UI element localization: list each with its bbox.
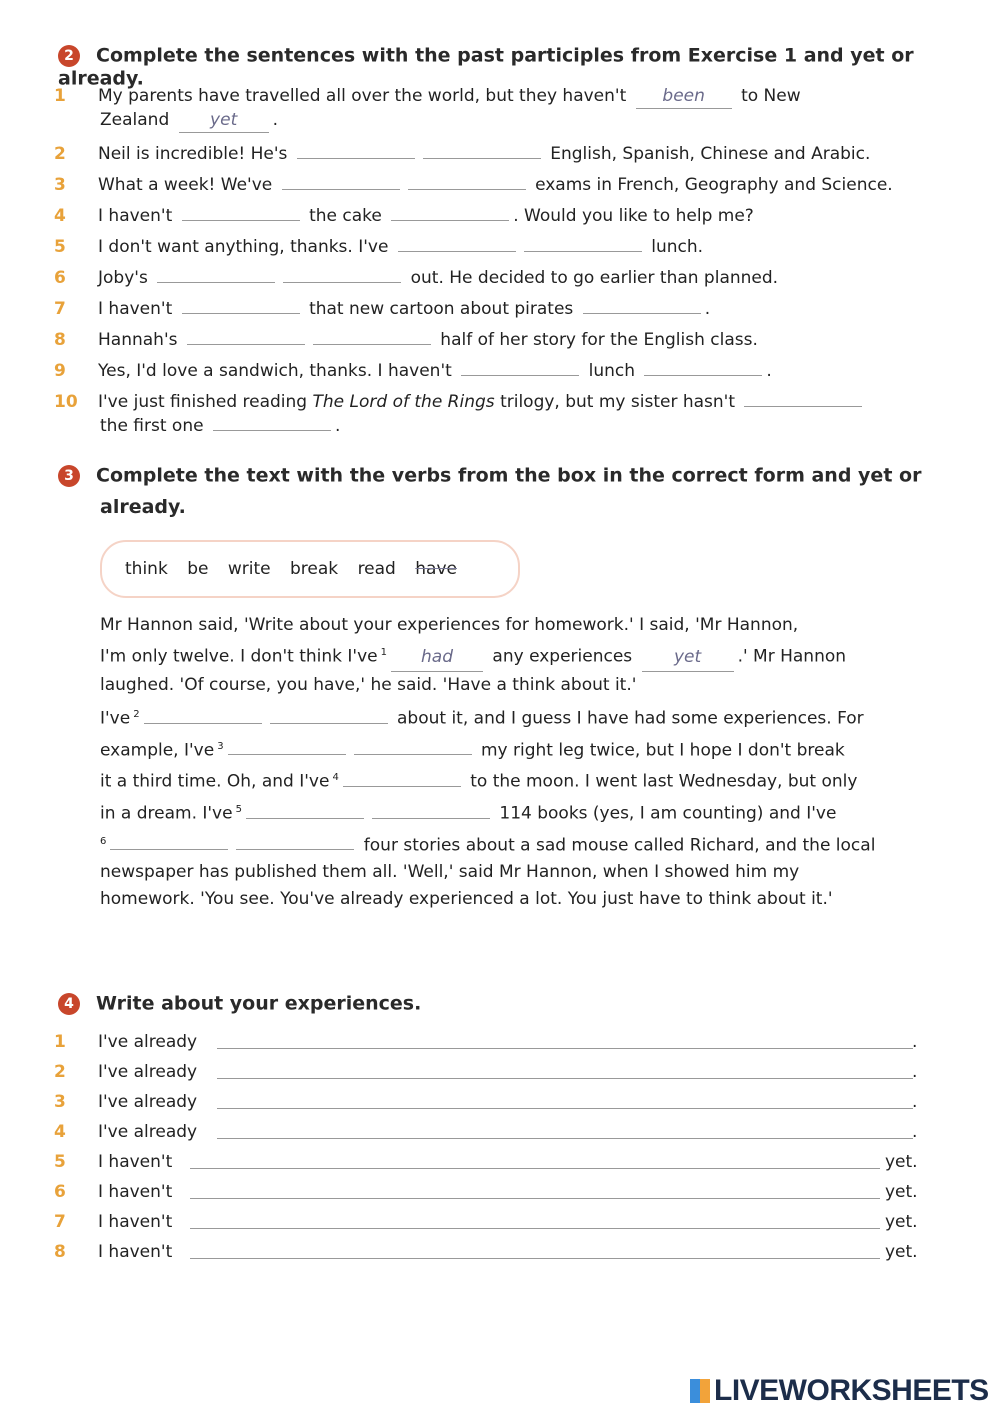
item-number: 4	[54, 1122, 66, 1142]
sentence-text: Hannah's	[98, 330, 178, 350]
item-number: 5	[54, 237, 66, 257]
word-be: be	[187, 559, 209, 579]
sentence-text: I haven't	[98, 299, 173, 319]
logo-text: LIVEWORKSHEETS	[714, 1374, 989, 1407]
sentence-start: I haven't	[98, 1242, 173, 1262]
writing-line[interactable]	[217, 1138, 913, 1139]
sentence-text: about it, and I guess I have had some experiences. For	[397, 708, 864, 729]
ex4-item-1	[54, 1030, 197, 1054]
answer-blank[interactable]	[297, 140, 415, 159]
ex2-item-5	[54, 233, 703, 259]
answer-blank[interactable]	[354, 736, 472, 755]
item-number: 6	[54, 1182, 66, 1202]
item-number: 10	[54, 392, 78, 412]
answer-blank[interactable]	[110, 831, 228, 850]
ex2-item-3	[54, 171, 893, 197]
paragraph-line: Mr Hannon said, 'Write about your experiences for homework.' I said, 'Mr Hannon,	[100, 615, 799, 635]
sentence-end: .	[912, 1032, 918, 1052]
ex2-item-10-cont	[100, 412, 340, 438]
sentence-text: What a week! We've	[98, 175, 273, 195]
ex4-item-2	[54, 1060, 197, 1084]
item-number: 9	[54, 361, 66, 381]
sentence-text: it a third time. Oh, and I've	[100, 771, 330, 792]
ex2-item-1	[54, 84, 801, 109]
ex2-item-9	[54, 357, 772, 383]
paragraph-line	[100, 828, 940, 860]
answer-blank[interactable]	[187, 326, 305, 345]
item-number: 7	[54, 299, 66, 319]
item-number: 6	[54, 268, 66, 288]
item-number: 1	[54, 1032, 66, 1052]
sentence-end: yet.	[885, 1152, 918, 1172]
answer-blank[interactable]	[144, 705, 262, 724]
item-number: 2	[54, 144, 66, 164]
word-box	[100, 540, 520, 598]
answer-field-had[interactable]: had	[391, 644, 483, 672]
exercise-2-title: Complete the sentences with the past participles from Exercise 1 and yet or already.	[58, 44, 914, 89]
item-number: 3	[54, 1092, 66, 1112]
sentence-end: .	[912, 1122, 918, 1142]
writing-line[interactable]	[190, 1168, 880, 1169]
answer-field-yet[interactable]: yet	[179, 108, 269, 133]
answer-blank[interactable]	[182, 202, 300, 221]
item-number: 1	[54, 86, 66, 106]
sentence-text: to the moon. I went last Wednesday, but only	[470, 771, 858, 792]
answer-blank[interactable]	[398, 233, 516, 252]
sentence-text: four stories about a sad mouse called Richard, and the local	[363, 835, 876, 856]
ex4-item-5	[54, 1150, 172, 1174]
sentence-text: any experiences	[492, 646, 633, 667]
sentence-text: .	[766, 361, 772, 381]
exercise-4-badge: 4	[58, 993, 80, 1015]
item-number: 3	[54, 175, 66, 195]
ex2-item-7	[54, 295, 710, 321]
sentence-end: .	[912, 1062, 918, 1082]
exercise-3-heading	[58, 464, 921, 487]
sentence-text: I'm only twelve. I don't think I've	[100, 646, 378, 667]
paragraph-line	[100, 796, 940, 828]
writing-line[interactable]	[190, 1228, 880, 1229]
answer-blank[interactable]	[213, 412, 331, 431]
ex3-paragraph-1	[100, 612, 940, 699]
exercise-2-badge: 2	[58, 45, 80, 67]
ex2-item-8	[54, 326, 758, 352]
sentence-text: the cake	[309, 206, 382, 226]
exercise-3-badge: 3	[58, 465, 80, 487]
ex4-item-7	[54, 1210, 172, 1234]
sentence-start: I've already	[98, 1062, 198, 1082]
sentence-text: Yes, I'd love a sandwich, thanks. I haven't	[98, 361, 452, 381]
sentence-text: .	[272, 110, 279, 130]
answer-blank[interactable]	[408, 171, 526, 190]
sentence-end: .	[912, 1092, 918, 1112]
writing-line[interactable]	[190, 1258, 880, 1259]
ex2-item-1-cont	[100, 108, 278, 133]
exercise-4-heading	[58, 992, 421, 1015]
answer-blank[interactable]	[644, 357, 762, 376]
exercise-3-title-line1: Complete the text with the verbs from the box in the correct form and yet or	[96, 464, 922, 487]
sentence-text: 114 books (yes, I am counting) and I've	[499, 803, 837, 824]
sentence-text: .' Mr Hannon	[737, 646, 847, 667]
sentence-text: half of her story for the English class.	[440, 330, 758, 350]
ex3-paragraph-2	[100, 701, 940, 913]
sentence-end: yet.	[885, 1182, 918, 1202]
sentence-end: yet.	[885, 1242, 918, 1262]
sentence-text: I haven't	[98, 206, 173, 226]
sentence-start: I've already	[98, 1092, 198, 1112]
answer-field-yet[interactable]: yet	[642, 644, 734, 672]
writing-line[interactable]	[190, 1198, 880, 1199]
paragraph-line: homework. 'You see. You've already experienced a lot. You just have to think about it.'	[100, 889, 833, 910]
sentence-text: lunch.	[651, 237, 704, 257]
paragraph-line: laughed. 'Of course, you have,' he said. 'Have a think about it.'	[100, 674, 637, 695]
sentence-text: . Would you like to help me?	[513, 206, 754, 226]
word-think: think	[125, 559, 168, 579]
answer-blank[interactable]	[157, 264, 275, 283]
answer-blank[interactable]	[236, 831, 354, 850]
gap-number: 5	[235, 803, 242, 815]
gap-number: 2	[133, 709, 140, 720]
sentence-text: in a dream. I've	[100, 803, 233, 824]
gap-number: 4	[332, 772, 339, 784]
answer-blank[interactable]	[372, 800, 490, 819]
item-number: 7	[54, 1212, 66, 1232]
ex4-item-6	[54, 1180, 172, 1204]
answer-blank[interactable]	[283, 264, 401, 283]
sentence-text: Zealand	[100, 110, 170, 130]
sentence-text: Neil is incredible! He's	[98, 144, 288, 164]
sentence-text: out. He decided to go earlier than planned.	[410, 268, 779, 288]
sentence-text: Joby's	[98, 268, 148, 288]
answer-blank[interactable]	[313, 326, 431, 345]
sentence-text: I've	[100, 708, 131, 729]
paragraph-line: newspaper has published them all. 'Well,' said Mr Hannon, when I showed him my	[100, 862, 800, 883]
sentence-text: my right leg twice, but I hope I don't break	[480, 740, 845, 761]
ex2-item-2	[54, 140, 870, 166]
writing-line[interactable]	[217, 1078, 913, 1079]
sentence-text: My parents have travelled all over the world, but they haven't	[98, 86, 627, 106]
answer-blank[interactable]	[343, 768, 461, 787]
sentence-start: I've already	[98, 1032, 198, 1052]
sentence-text: the first one	[100, 416, 204, 436]
ex4-item-3	[54, 1090, 197, 1114]
item-number: 8	[54, 1242, 66, 1262]
paragraph-line	[100, 764, 940, 796]
answer-blank[interactable]	[391, 202, 509, 221]
logo-mark-icon	[690, 1379, 710, 1403]
answer-blank[interactable]	[246, 800, 364, 819]
sentence-text: I don't want anything, thanks. I've	[98, 237, 389, 257]
sentence-start: I haven't	[98, 1152, 173, 1172]
word-have: have	[415, 559, 457, 579]
sentence-text: to New	[741, 86, 801, 106]
book-title: The Lord of the Rings	[312, 392, 495, 412]
sentence-text: lunch	[588, 361, 635, 381]
sentence-text: I've just finished reading	[98, 392, 308, 412]
exercise-2-heading	[58, 44, 1000, 89]
answer-blank[interactable]	[524, 233, 642, 252]
exercise-3-title-line2: already.	[100, 496, 186, 518]
sentence-text: exams in French, Geography and Science.	[535, 175, 893, 195]
answer-blank[interactable]	[182, 295, 300, 314]
paragraph-line	[100, 701, 940, 733]
writing-line[interactable]	[217, 1048, 913, 1049]
word-break: break	[290, 559, 339, 579]
ex4-item-4	[54, 1120, 197, 1144]
answer-blank[interactable]	[583, 295, 701, 314]
item-number: 8	[54, 330, 66, 350]
answer-blank[interactable]	[423, 140, 541, 159]
answer-field-been[interactable]: been	[636, 84, 732, 109]
item-number: 5	[54, 1152, 66, 1172]
sentence-text: .	[704, 299, 711, 319]
answer-blank[interactable]	[461, 357, 579, 376]
ex2-item-6	[54, 264, 778, 290]
answer-blank[interactable]	[228, 736, 346, 755]
gap-number: 6	[100, 835, 107, 847]
word-write: write	[227, 559, 271, 579]
ex4-item-8	[54, 1240, 172, 1264]
liveworksheets-logo	[690, 1374, 989, 1408]
answer-blank[interactable]	[744, 388, 862, 407]
sentence-text: example, I've	[100, 740, 215, 761]
word-read: read	[357, 559, 396, 579]
answer-blank[interactable]	[282, 171, 400, 190]
gap-number: 3	[217, 740, 224, 752]
sentence-text: English, Spanish, Chinese and Arabic.	[550, 144, 871, 164]
paragraph-line	[100, 639, 940, 672]
answer-blank[interactable]	[270, 705, 388, 724]
writing-line[interactable]	[217, 1108, 913, 1109]
sentence-text: .	[334, 416, 341, 436]
sentence-end: yet.	[885, 1212, 918, 1232]
paragraph-line	[100, 733, 940, 765]
sentence-text: that new cartoon about pirates	[309, 299, 574, 319]
sentence-start: I've already	[98, 1122, 198, 1142]
exercise-4-title: Write about your experiences.	[96, 992, 422, 1015]
sentence-text: trilogy, but my sister hasn't	[500, 392, 735, 412]
sentence-start: I haven't	[98, 1212, 173, 1232]
gap-number: 1	[380, 647, 387, 658]
item-number: 2	[54, 1062, 66, 1082]
item-number: 4	[54, 206, 66, 226]
ex2-item-4	[54, 202, 754, 228]
sentence-start: I haven't	[98, 1182, 173, 1202]
ex2-item-10	[54, 388, 866, 414]
